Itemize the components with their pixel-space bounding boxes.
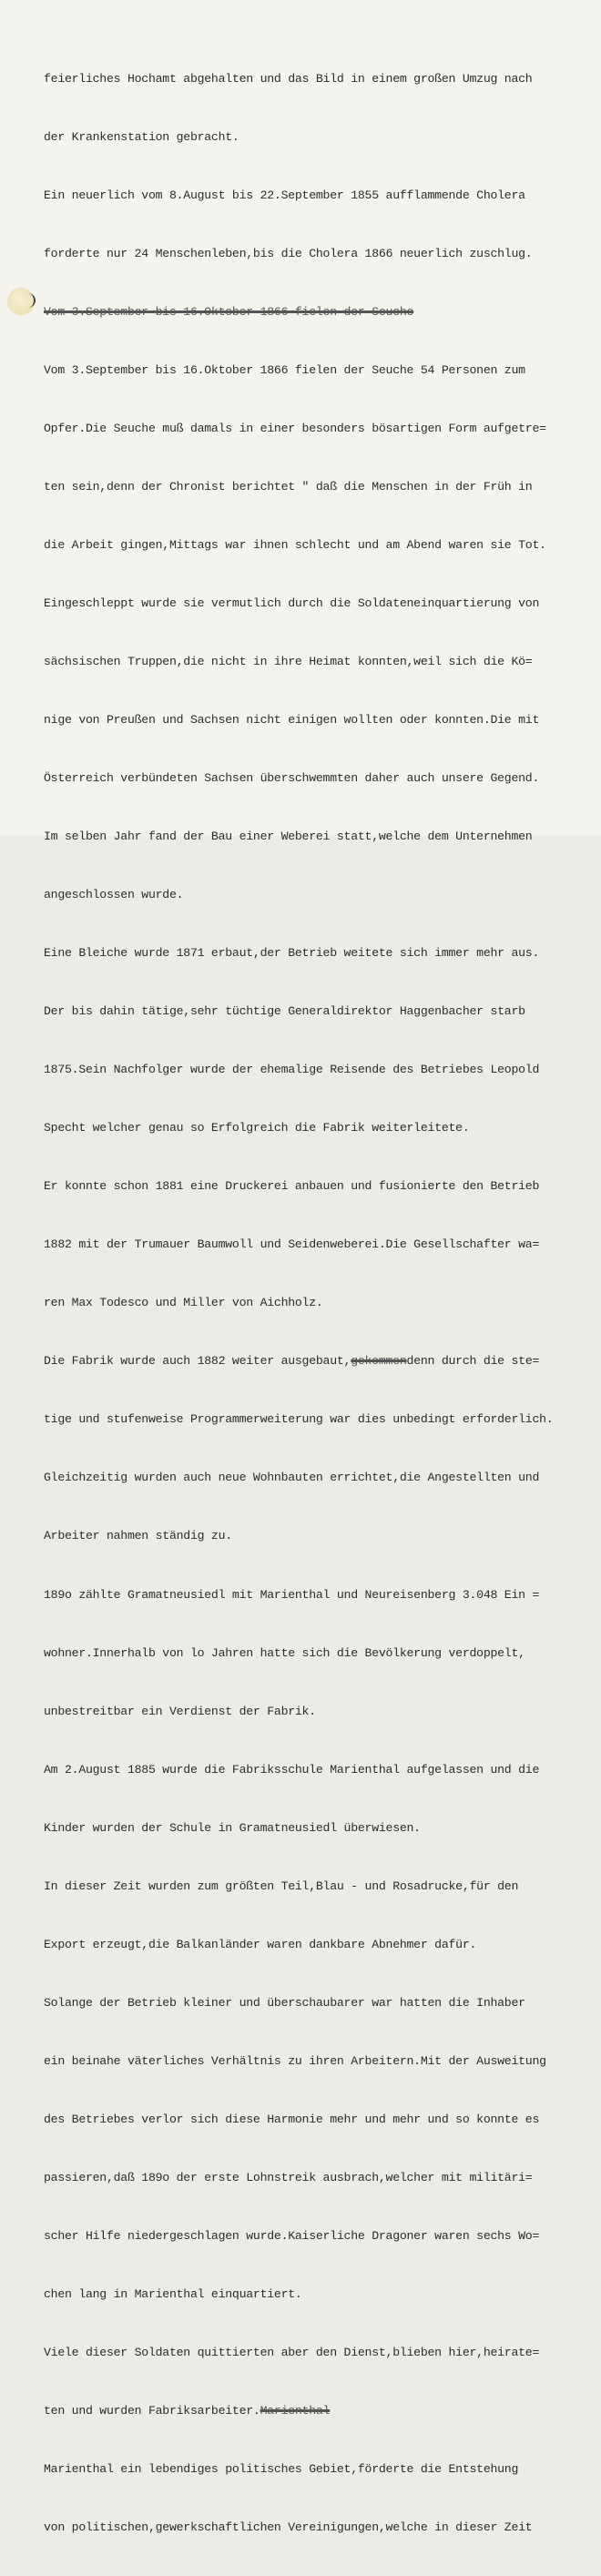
text-line: Eine Bleiche wurde 1871 erbaut,der Betrieb weitete sich immer mehr aus.	[44, 946, 540, 961]
text-line: nige von Preußen und Sachsen nicht einigen wollten oder konnten.Die mit	[44, 713, 540, 728]
text-line: tige und stufenweise Programmerweiterung war dies unbedingt erforderlich.	[44, 1412, 554, 1427]
text-line: In dieser Zeit wurden zum größten Teil,Blau - und Rosadrucke,für den	[44, 1879, 519, 1893]
typewritten-text	[44, 30, 590, 2576]
text-line: Opfer.Die Seuche muß damals in einer besonders bösartigen Form aufgetre=	[44, 421, 546, 435]
text-line-with-strike	[44, 1351, 590, 1370]
text-line: Im selben Jahr fand der Bau einer Weberei statt,welche dem Unternehmen	[44, 830, 533, 844]
text-line: scher Hilfe niedergeschlagen wurde.Kaiserliche Dragoner waren sechs Wo=	[44, 2228, 540, 2243]
text-line: Kinder wurden der Schule in Gramatneusiedl überwiesen.	[44, 1820, 421, 1835]
text-line: Arbeiter nahmen ständig zu.	[44, 1529, 232, 1543]
text-line: 1882 mit der Trumauer Baumwoll und Seidenweberei.Die Gesellschafter wa=	[44, 1237, 540, 1252]
text-line: Solange der Betrieb kleiner und überschaubarer war hatten die Inhaber	[44, 1995, 525, 2010]
text-line: Gleichzeitig wurden auch neue Wohnbauten errichtet,die Angestellten und	[44, 1471, 540, 1485]
text-line: unbestreitbar ein Verdienst der Fabrik.	[44, 1704, 316, 1718]
struck-text: gekommen	[351, 1354, 407, 1369]
text-line: der Krankenstation gebracht.	[44, 129, 239, 144]
text-segment: Die Fabrik wurde auch 1882 weiter ausgebaut,	[44, 1354, 351, 1369]
text-segment: ten und wurden Fabriksarbeiter.	[44, 2403, 260, 2418]
text-line: Viele dieser Soldaten quittierten aber den Dienst,blieben hier,heirate=	[44, 2345, 540, 2359]
text-line: von politischen,gewerkschaftlichen Vereinigungen,welche in dieser Zeit	[44, 2520, 533, 2534]
text-line: ren Max Todesco und Miller von Aichholz.	[44, 1296, 323, 1310]
struck-out-line	[44, 302, 590, 321]
text-line: wohner.Innerhalb von lo Jahren hatte sich die Bevölkerung verdoppelt,	[44, 1645, 525, 1660]
text-segment: denn durch die ste=	[406, 1354, 540, 1369]
text-line: Der bis dahin tätige,sehr tüchtige Generaldirektor Haggenbacher starb	[44, 1004, 525, 1019]
struck-text: Marienthal	[260, 2403, 331, 2418]
text-line: forderte nur 24 Menschenleben,bis die Cholera 1866 neuerlich zuschlug.	[44, 246, 533, 260]
text-line: des Betriebes verlor sich diese Harmonie mehr und mehr und so konnte es	[44, 2112, 540, 2126]
text-line-with-strike	[44, 2401, 590, 2420]
text-line: 1875.Sein Nachfolger wurde der ehemalige Reisende des Betriebes Leopold	[44, 1063, 540, 1077]
text-line: sächsischen Truppen,die nicht in ihre Heimat konnten,weil sich die Kö=	[44, 655, 533, 668]
text-line: ein beinahe väterliches Verhältnis zu ihren Arbeitern.Mit der Ausweitung	[44, 2053, 546, 2068]
text-line: Am 2.August 1885 wurde die Fabriksschule Marienthal aufgelassen und die	[44, 1762, 540, 1777]
struck-text: Vom 3.September bis 16.Oktober 1866 fielen der Seuche	[44, 304, 414, 319]
text-line: passieren,daß 189o der erste Lohnstreik ausbrach,welcher mit militäri=	[44, 2170, 533, 2184]
text-line: Vom 3.September bis 16.Oktober 1866 fielen der Seuche 54 Personen zum	[44, 362, 525, 377]
text-line: chen lang in Marienthal einquartiert.	[44, 2286, 302, 2301]
text-line: 189o zählte Gramatneusiedl mit Marienthal und Neureisenberg 3.048 Ein =	[44, 1587, 540, 1602]
text-line: die Arbeit gingen,Mittags war ihnen schlecht und am Abend waren sie Tot.	[44, 537, 546, 552]
text-line: Er konnte schon 1881 eine Druckerei anbauen und fusionierte den Betrieb	[44, 1179, 540, 1194]
text-line: Ein neuerlich vom 8.August bis 22.September 1855 aufflammende Cholera	[44, 188, 525, 202]
punch-hole-mark	[27, 293, 36, 308]
text-line: Specht welcher genau so Erfolgreich die Fabrik weiterleitete.	[44, 1121, 470, 1135]
text-line: ten sein,denn der Chronist berichtet " daß die Menschen in der Früh in	[44, 479, 533, 494]
text-line: Eingeschleppt wurde sie vermutlich durch die Soldateneinquartierung von	[44, 596, 540, 610]
text-line: feierliches Hochamt abgehalten und das Bild in einem großen Umzug nach	[44, 71, 533, 86]
text-line: Marienthal ein lebendiges politisches Gebiet,förderte die Entstehung	[44, 2461, 519, 2476]
text-line: Österreich verbündeten Sachsen überschwemmten daher auch unsere Gegend.	[44, 771, 540, 786]
text-line: angeschlossen wurde.	[44, 888, 184, 902]
text-line: Export erzeugt,die Balkanländer waren dankbare Abnehmer dafür.	[44, 1937, 477, 1951]
